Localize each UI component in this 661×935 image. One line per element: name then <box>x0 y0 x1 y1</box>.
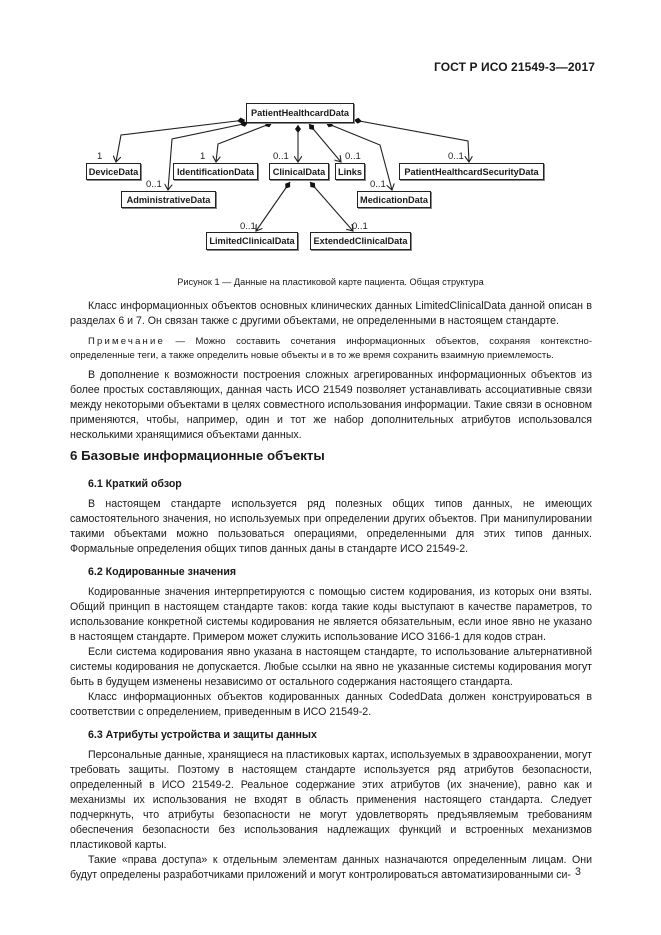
multiplicity-links: 0..1 <box>345 151 361 162</box>
node-links: Links <box>335 163 365 180</box>
node-extended-clinical-data: ExtendedClinicalData <box>310 232 411 250</box>
section-6 <box>70 448 592 883</box>
multiplicity-clinical: 0..1 <box>273 151 289 162</box>
node-device-data: DeviceData <box>86 163 141 180</box>
paragraph: Кодированные значения интерпретируются с помощью систем кодирования, из которых они взяты. Общий принцип в настоящем стандарте таков: когда такие коды выступают в качестве параметров, то использование конкретной системы кодирования не является обязательным, если иное явно не указано в настоящем стандарте. Примером может служить использование ИСО 3166-1 для кодов стран. <box>70 585 592 643</box>
node-medication-data: MedicationData <box>357 191 431 208</box>
multiplicity-limited-clinical: 0..1 <box>240 221 256 232</box>
note-label: Примечание <box>88 336 165 348</box>
page-number: 3 <box>575 866 581 878</box>
section-heading: 6 Базовые информационные объекты <box>70 448 325 463</box>
paragraph: Если система кодирования явно указана в настоящем стандарте, то использование альтернативной системы кодирования не допускается. Любые ссылки на явно не указанные системы кодирования могут быть в будущем изменены независимо от остального содержания настоящего стандарта. <box>70 646 592 689</box>
paragraph: Класс информационных объектов кодированных данных CodedData должен конструироваться в соответствии с определением, приведенным в ИСО 21549-2. <box>70 691 592 719</box>
subsection-heading: 6.3 Атрибуты устройства и защиты данных <box>88 728 317 741</box>
paragraph: В дополнение к возможности построения сложных агрегированных информационных объектов из более простых составляющих, данная часть ИСО 21549 позволяет устанавливать ассоциативные связи между некоторыми объектами в целях совместного использования информации. Такие связи в основном применяются, чтобы, например, один и тот же набор дополнительных атрибутов использовался несколькими хранящимися объектами данных. <box>70 369 592 442</box>
node-patient-healthcard-security-data: PatientHealthcardSecurityData <box>399 163 544 180</box>
multiplicity-administrative: 0..1 <box>146 179 162 190</box>
node-administrative-data: AdministrativeData <box>121 191 216 208</box>
node-patient-healthcard-data: PatientHealthcardData <box>246 103 354 123</box>
multiplicity-extended-clinical: 0..1 <box>352 221 368 232</box>
paragraph: Персональные данные, хранящиеся на пластиковых картах, используемых в здравоохранении, могут требовать защиты. Поэтому в настоящем стандарте используется ряд атрибутов безопасности, определенный в ИСО 21549-2. Реальное содержание этих атрибутов (их значение), равно как и механизмы их использования не входят в область применения настоящего стандарта. Следует подчеркнуть, что атрибуты безопасности не могут удовлетворять предъявляемым требованиям обеспечения безопасности без использования надлежащих функций и встроенных механизмов пластиковой карты. <box>70 748 592 852</box>
paragraph: Класс информационных объектов основных клинических данных LimitedClinicalData данной описан в разделах 6 и 7. Он связан также с другими объектами, не определенными в настоящем стандарте. <box>70 300 592 328</box>
subsection-heading: 6.1 Краткий обзор <box>88 478 182 491</box>
node-limited-clinical-data: LimitedClinicalData <box>206 232 298 250</box>
intro-text-block <box>70 299 592 443</box>
multiplicity-medication: 0..1 <box>370 179 386 190</box>
multiplicity-security: 0..1 <box>448 151 464 162</box>
node-clinical-data: ClinicalData <box>269 163 329 180</box>
multiplicity-device: 1 <box>97 151 103 162</box>
figure-caption: Рисунок 1 — Данные на пластиковой карте пациента. Общая структура <box>177 277 484 287</box>
paragraph: Такие «права доступа» к отдельным элементам данных назначаются определенным лицам. Они будут определены разработчиками приложений и могут контролироваться автоматизированными си- <box>70 854 592 882</box>
note-text: — Можно составить сочетания информационных объектов, сохраняя контекстно-определенные теги, а также определить новые объекты и в то же время сохранить взаимную приемлемость. <box>70 336 592 361</box>
node-identification-data: IdentificationData <box>173 163 258 180</box>
multiplicity-identification: 1 <box>200 151 206 162</box>
note-paragraph <box>70 335 592 362</box>
subsection-heading: 6.2 Кодированные значения <box>88 565 237 578</box>
uml-diagram <box>0 0 661 270</box>
diagram-connectors <box>0 0 661 270</box>
paragraph: В настоящем стандарте используется ряд полезных общих типов данных, не имеющих самостоятельного значения, но используемых при определении других объектов. При манипулировании такими объектами можно пользоваться операциями, определенными для этих типов данных. Формальные определения общих типов данных даны в стандарте ИСО 21549-2. <box>70 498 592 556</box>
document-header: ГОСТ Р ИСО 21549-3—2017 <box>433 60 595 74</box>
